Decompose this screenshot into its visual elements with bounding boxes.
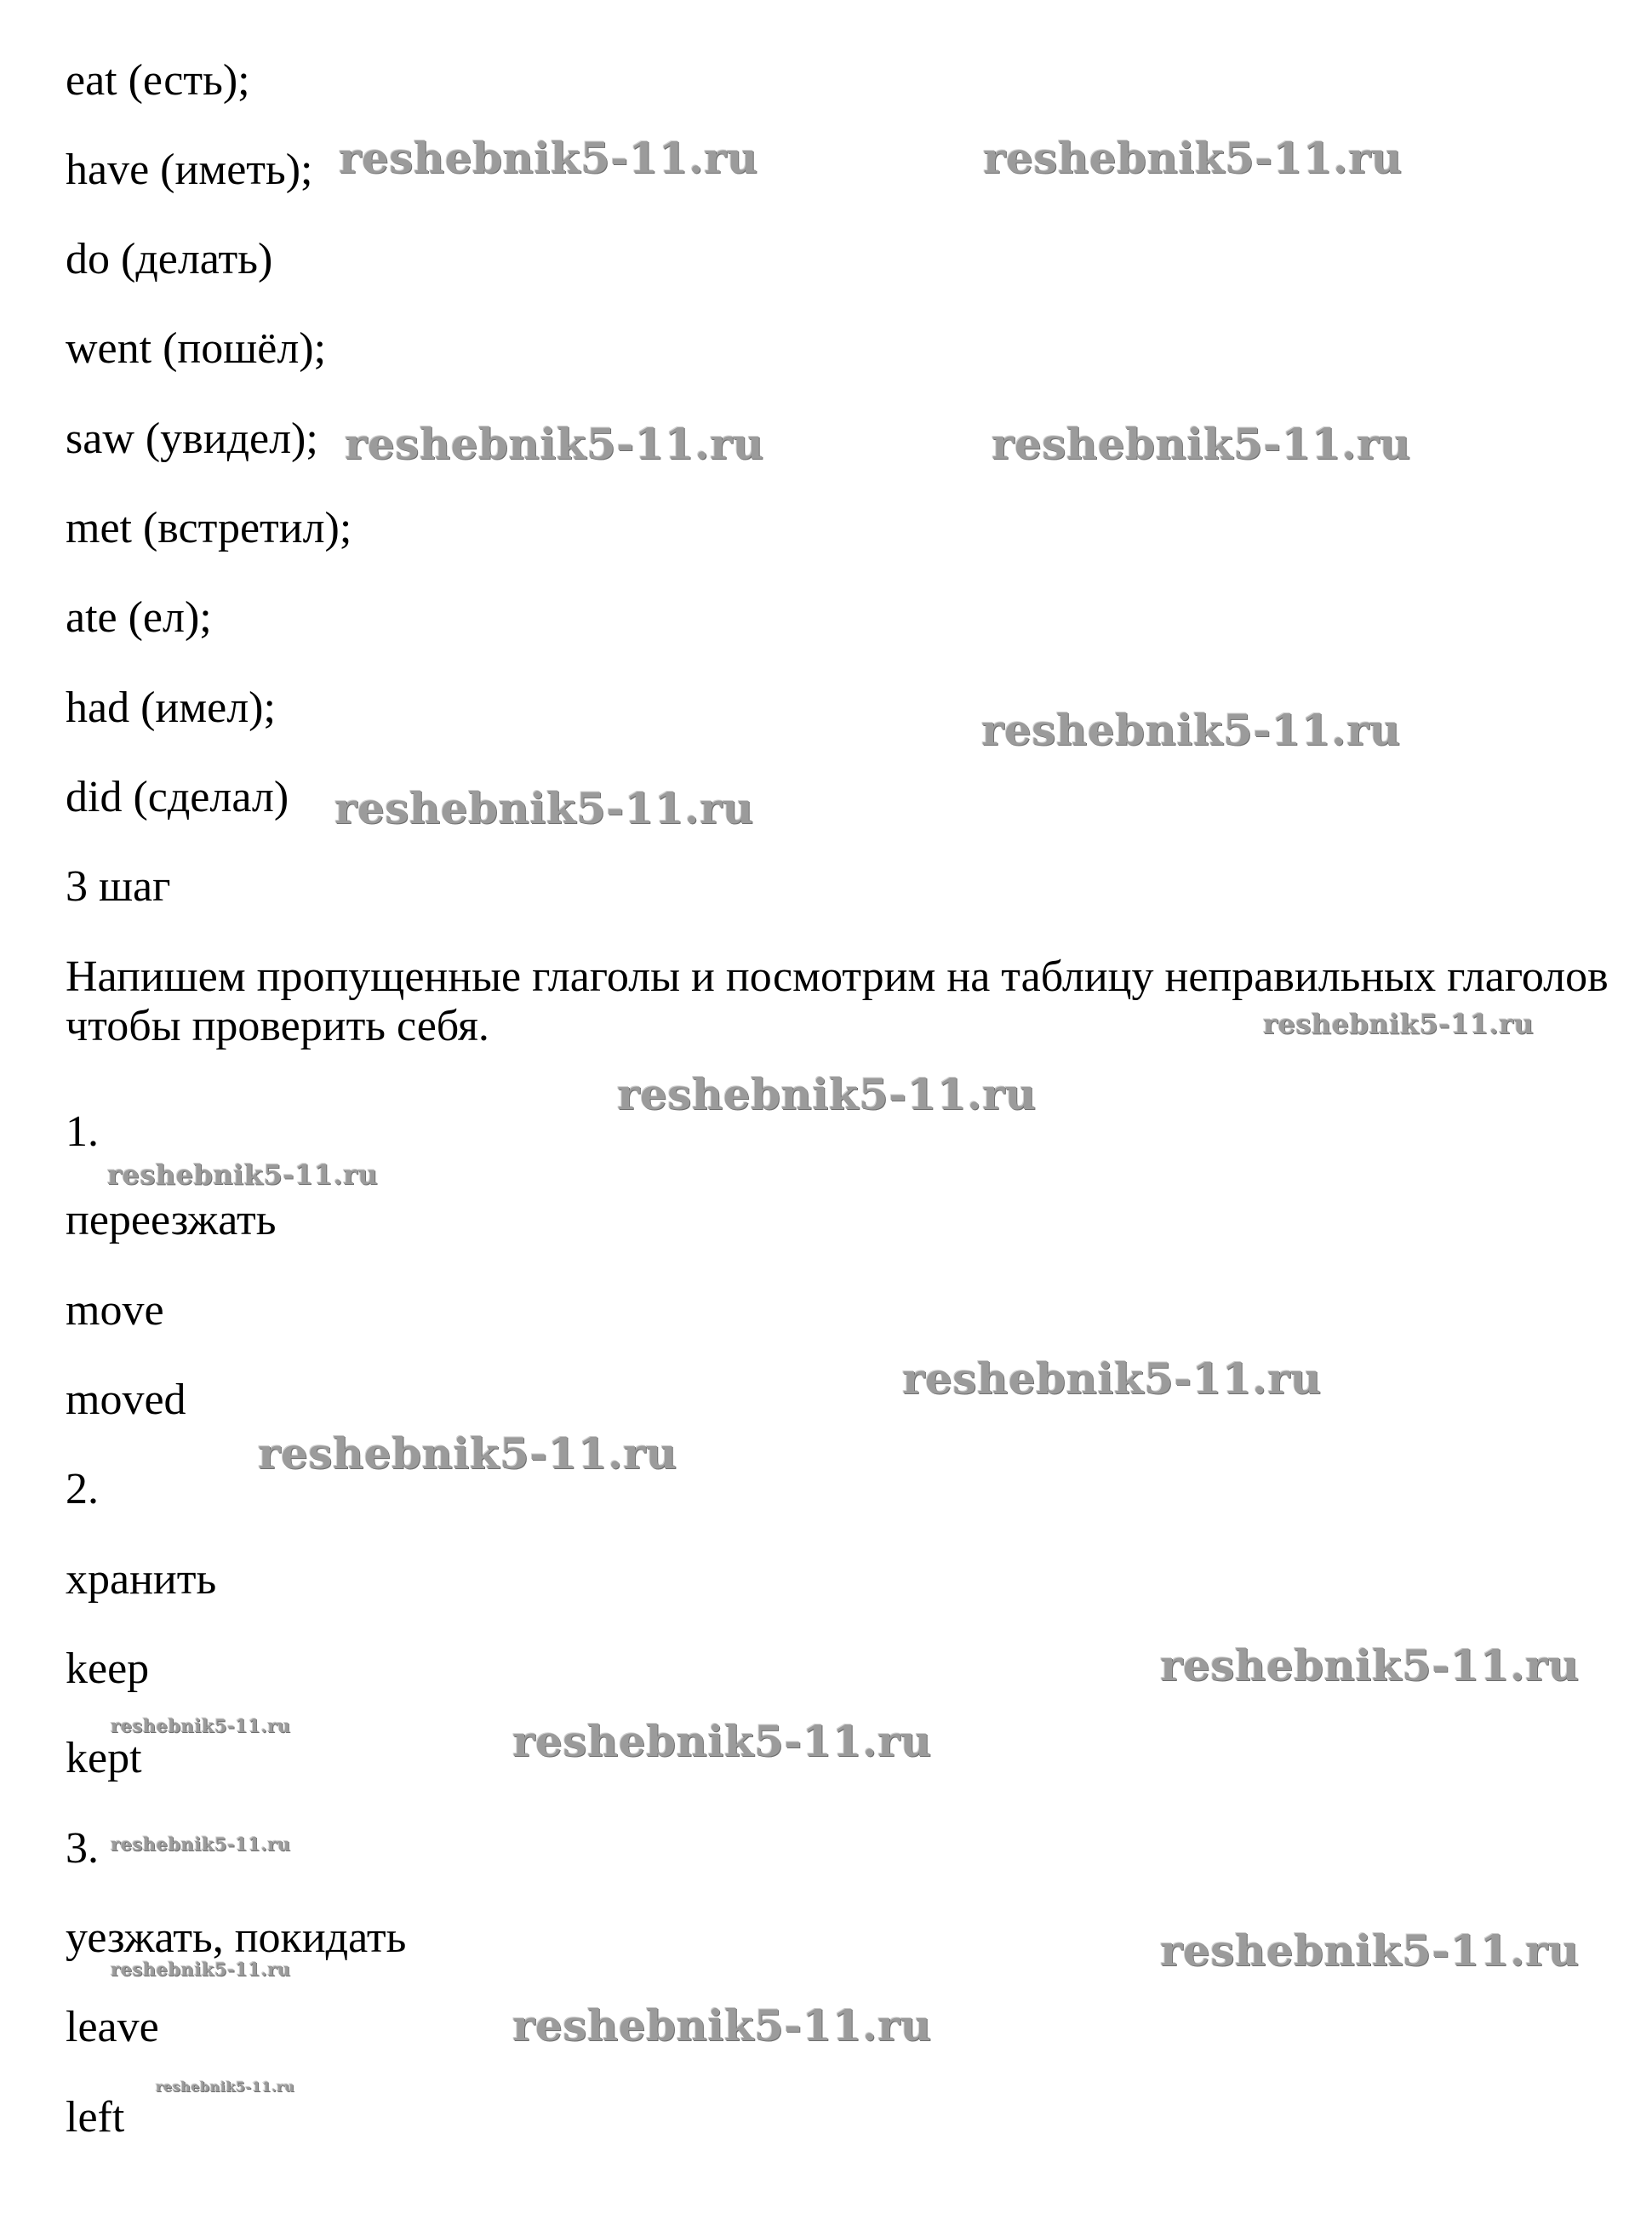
text-line: ate (ел); bbox=[66, 593, 212, 642]
watermark: reshebnik5-11.ru bbox=[992, 419, 1411, 469]
watermark: reshebnik5-11.ru bbox=[983, 133, 1403, 183]
text-line: eat (есть); bbox=[66, 56, 250, 105]
text-line: went (пошёл); bbox=[66, 324, 327, 373]
item-number: 1. bbox=[66, 1107, 99, 1156]
step-heading: 3 шаг bbox=[66, 862, 171, 911]
text-line: переезжать bbox=[66, 1196, 277, 1244]
text-line: met (встретил); bbox=[66, 504, 352, 552]
item-number: 3. bbox=[66, 1824, 99, 1873]
watermark: reshebnik5-11.ru bbox=[902, 1353, 1322, 1404]
text-line: do (делать) bbox=[66, 235, 273, 283]
watermark: reshebnik5-11.ru bbox=[334, 783, 754, 833]
text-line: leave bbox=[66, 2003, 159, 2051]
text-line: have (иметь); bbox=[66, 146, 313, 194]
text-line: left bbox=[66, 2093, 125, 2142]
watermark: reshebnik5-11.ru bbox=[339, 133, 758, 183]
text-line: kept bbox=[66, 1734, 142, 1782]
text-line: saw (увидел); bbox=[66, 415, 318, 463]
item-number: 2. bbox=[66, 1465, 99, 1513]
text-line: did (сделал) bbox=[66, 773, 289, 821]
watermark: reshebnik5-11.ru bbox=[258, 1428, 677, 1479]
watermark: reshebnik5-11.ru bbox=[111, 1959, 291, 1980]
watermark: reshebnik5-11.ru bbox=[111, 1715, 291, 1736]
text-line: had (имел); bbox=[66, 684, 276, 732]
text-line: хранить bbox=[66, 1555, 217, 1604]
watermark: reshebnik5-11.ru bbox=[156, 2079, 295, 2095]
watermark: reshebnik5-11.ru bbox=[345, 419, 764, 469]
watermark: reshebnik5-11.ru bbox=[981, 705, 1401, 755]
watermark: reshebnik5-11.ru bbox=[107, 1158, 379, 1191]
watermark: reshebnik5-11.ru bbox=[512, 1716, 932, 1766]
text-line: move bbox=[66, 1286, 164, 1335]
text-line: уезжать, покидать bbox=[66, 1913, 407, 1962]
watermark: reshebnik5-11.ru bbox=[1160, 1640, 1580, 1690]
watermark: reshebnik5-11.ru bbox=[512, 2000, 932, 2051]
text-line: moved bbox=[66, 1376, 186, 1424]
text-line: keep bbox=[66, 1644, 150, 1693]
watermark: reshebnik5-11.ru bbox=[617, 1069, 1037, 1119]
watermark: reshebnik5-11.ru bbox=[1160, 1925, 1580, 1976]
watermark: reshebnik5-11.ru bbox=[111, 1833, 291, 1855]
watermark: reshebnik5-11.ru bbox=[1263, 1008, 1535, 1040]
instruction-paragraph: Напишем пропущенные глаголы и посмотрим на таблицу неправильных глаголов чтобы проверить себя. bbox=[66, 952, 1609, 1050]
